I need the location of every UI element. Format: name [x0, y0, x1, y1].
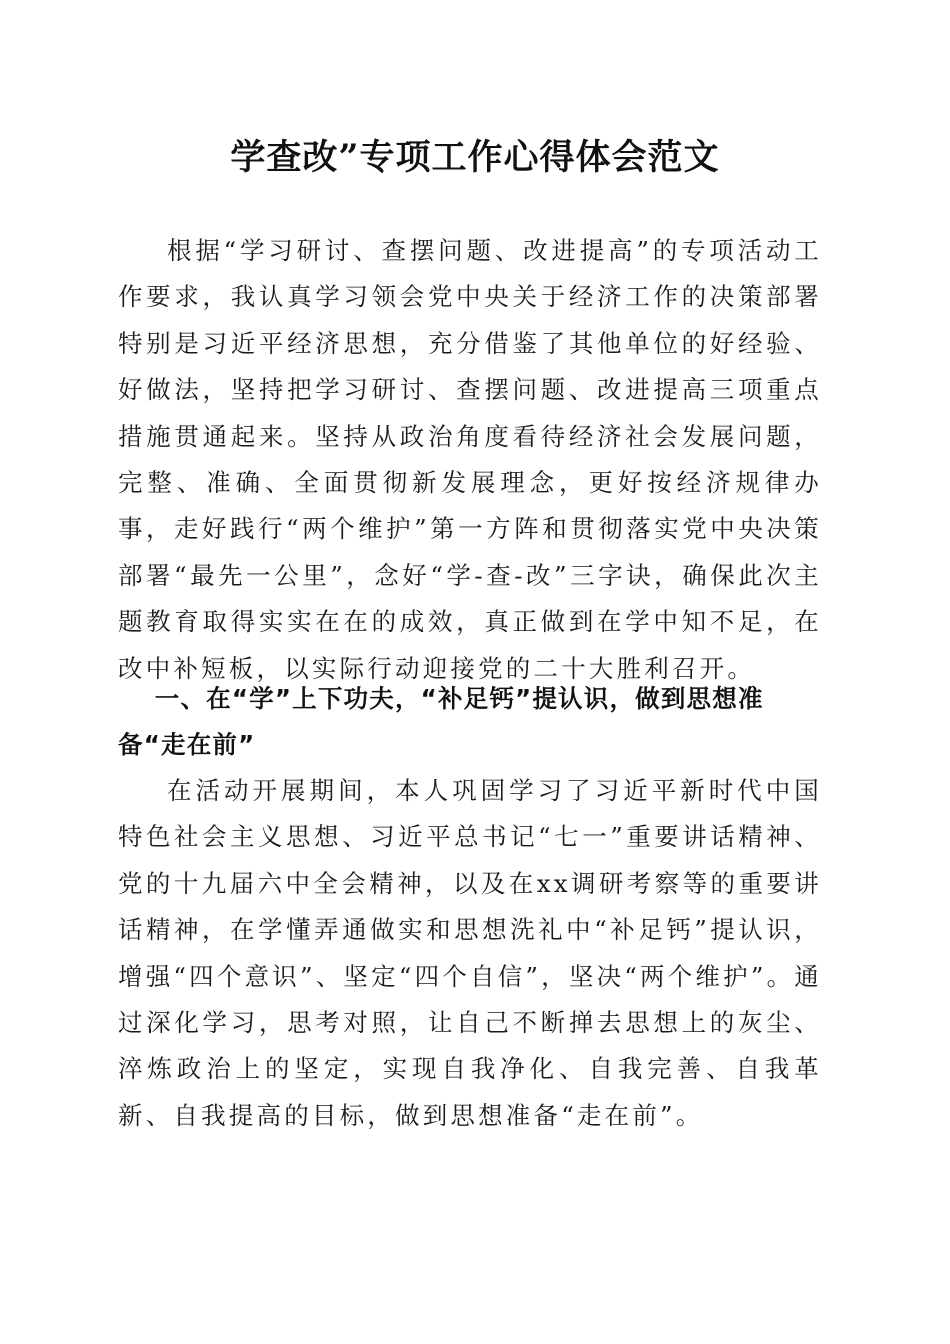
intro-paragraph: 根据“学习研讨、查摆问题、改进提高”的专项活动工作要求，我认真学习领会党中央关于经济工作的决策部署特别是习近平经济思想，充分借鉴了其他单位的好经验、好做法，坚持把学习研讨、查摆问题、改进提高三项重点措施贯通起来。坚持从政治角度看待经济社会发展问题，完整、准确、全面贯彻新发展理念，更好按经济规律办事，走好践行“两个维护”第一方阵和贯彻落实党中央决策部署“最先一公里”，念好“学-查-改”三字诀，确保此次主题教育取得实实在在的成效，真正做到在学中知不足，在改中补短板，以实际行动迎接党的二十大胜利召开。	[118, 236, 822, 683]
section-1-paragraph: 在活动开展期间，本人巩固学习了习近平新时代中国特色社会主义思想、习近平总书记“七一”重要讲话精神、党的十九届六中全会精神，以及在xx调研考察等的重要讲话精神，在学懂弄通做实和思想洗礼中“补足钙”提认识，增强“四个意识”、坚定“四个自信”，坚决“两个维护”。通过深化学习，思考对照，让自己不断掸去思想上的灰尘、淬炼政治上的坚定，实现自我净化、自我完善、自我革新、自我提高的目标，做到思想准备“走在前”。	[118, 776, 822, 1130]
document-title: 学查改”专项工作心得体会范文	[230, 137, 720, 178]
section-1-heading: 一、在“学”上下功夫，“补足钙”提认识，做到思想准备“走在前”	[118, 684, 764, 760]
